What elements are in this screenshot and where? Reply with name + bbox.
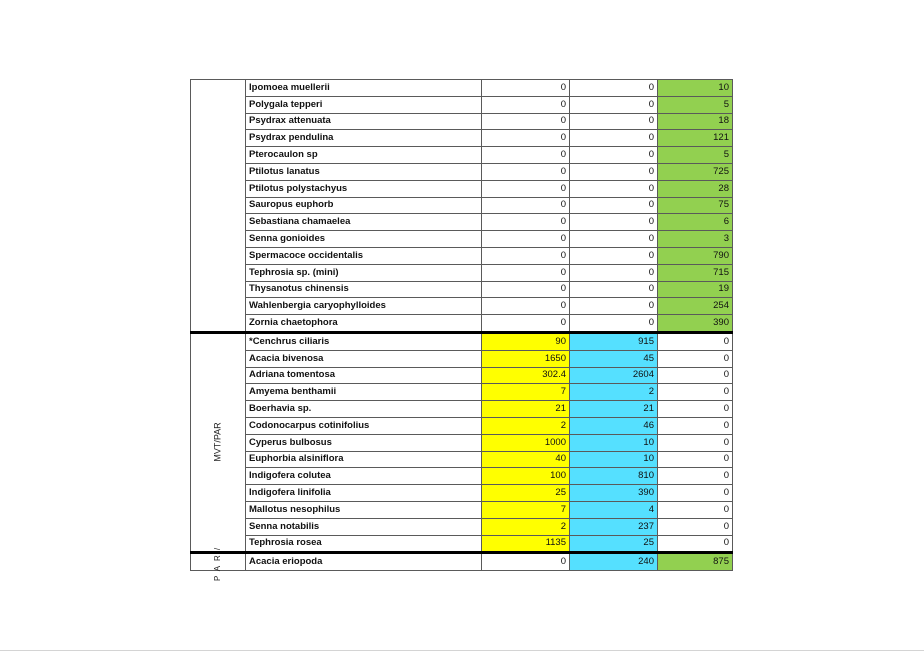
value-col-1: 7: [482, 384, 570, 401]
value-col-2: 0: [570, 264, 658, 281]
value-col-2: 0: [570, 80, 658, 97]
value-col-1: 0: [482, 281, 570, 298]
value-col-3: 28: [658, 180, 733, 197]
table-row: [191, 147, 733, 164]
table-row: [191, 468, 733, 485]
species-name: Mallotus nesophilus: [246, 501, 482, 518]
value-col-2: 810: [570, 468, 658, 485]
group-label-cell: [191, 332, 246, 552]
value-col-2: 46: [570, 417, 658, 434]
value-col-3: 5: [658, 96, 733, 113]
value-col-2: 2604: [570, 367, 658, 384]
species-name: Euphorbia alsiniflora: [246, 451, 482, 468]
value-col-1: 0: [482, 147, 570, 164]
species-name: Amyema benthamii: [246, 384, 482, 401]
species-name: Thysanotus chinensis: [246, 281, 482, 298]
value-col-2: 0: [570, 163, 658, 180]
value-col-1: 0: [482, 113, 570, 130]
table-row: [191, 350, 733, 367]
value-col-3: 0: [658, 350, 733, 367]
value-col-3: 6: [658, 214, 733, 231]
value-col-3: 390: [658, 315, 733, 333]
value-col-1: 0: [482, 264, 570, 281]
page-bottom-rule: [0, 650, 924, 651]
species-name: Boerhavia sp.: [246, 401, 482, 418]
table-row: [191, 451, 733, 468]
group-label-cell: [191, 80, 246, 333]
value-col-2: 0: [570, 113, 658, 130]
value-col-1: 0: [482, 298, 570, 315]
value-col-3: 254: [658, 298, 733, 315]
value-col-3: 875: [658, 553, 733, 571]
value-col-2: 21: [570, 401, 658, 418]
value-col-1: 0: [482, 130, 570, 147]
species-name: Adriana tomentosa: [246, 367, 482, 384]
species-name: Acacia eriopoda: [246, 553, 482, 571]
table-row: [191, 197, 733, 214]
value-col-3: 3: [658, 231, 733, 248]
group-label: PAR/: [212, 543, 222, 582]
value-col-2: 45: [570, 350, 658, 367]
group-label: MVT/PAR: [213, 422, 223, 462]
species-name: Tephrosia rosea: [246, 535, 482, 553]
value-col-3: 0: [658, 367, 733, 384]
value-col-3: 715: [658, 264, 733, 281]
species-name: Wahlenbergia caryophylloides: [246, 298, 482, 315]
table-row: [191, 401, 733, 418]
value-col-1: 1000: [482, 434, 570, 451]
species-name: Spermacoce occidentalis: [246, 247, 482, 264]
value-col-2: 0: [570, 180, 658, 197]
value-col-3: 5: [658, 147, 733, 164]
table-row: [191, 298, 733, 315]
value-col-2: 0: [570, 231, 658, 248]
table-row: [191, 281, 733, 298]
value-col-1: 7: [482, 501, 570, 518]
species-name: Polygala tepperi: [246, 96, 482, 113]
value-col-2: 0: [570, 247, 658, 264]
species-name: Codonocarpus cotinifolius: [246, 417, 482, 434]
value-col-1: 1650: [482, 350, 570, 367]
value-col-2: 0: [570, 214, 658, 231]
group-label-cell: [191, 543, 246, 582]
table-row: [191, 231, 733, 248]
table-row: [191, 384, 733, 401]
value-col-2: 0: [570, 147, 658, 164]
value-col-2: 25: [570, 535, 658, 553]
value-col-1: 90: [482, 332, 570, 350]
value-col-2: 237: [570, 518, 658, 535]
value-col-2: 0: [570, 315, 658, 333]
species-name: Ipomoea muellerii: [246, 80, 482, 97]
value-col-2: 10: [570, 451, 658, 468]
value-col-1: 0: [482, 214, 570, 231]
value-col-3: 75: [658, 197, 733, 214]
table-row: [191, 315, 733, 333]
value-col-3: 19: [658, 281, 733, 298]
value-col-3: 0: [658, 451, 733, 468]
table-row: [191, 96, 733, 113]
species-name: Indigofera colutea: [246, 468, 482, 485]
table-row: [191, 130, 733, 147]
species-name: Indigofera linifolia: [246, 485, 482, 502]
value-col-3: 0: [658, 332, 733, 350]
value-col-2: 240: [570, 553, 658, 571]
value-col-1: 1135: [482, 535, 570, 553]
value-col-1: 0: [482, 163, 570, 180]
value-col-3: 725: [658, 163, 733, 180]
value-col-1: 302.4: [482, 367, 570, 384]
table-row: [191, 535, 733, 553]
value-col-2: 915: [570, 332, 658, 350]
value-col-3: 18: [658, 113, 733, 130]
value-col-3: 0: [658, 535, 733, 553]
species-name: Psydrax pendulina: [246, 130, 482, 147]
value-col-3: 0: [658, 401, 733, 418]
species-name: *Cenchrus ciliaris: [246, 332, 482, 350]
species-name: Zornia chaetophora: [246, 315, 482, 333]
table-row: [191, 214, 733, 231]
value-col-3: 790: [658, 247, 733, 264]
table-row: [191, 417, 733, 434]
species-name: Tephrosia sp. (mini): [246, 264, 482, 281]
species-name: Sauropus euphorb: [246, 197, 482, 214]
value-col-2: 2: [570, 384, 658, 401]
value-col-2: 0: [570, 281, 658, 298]
table-row: [191, 434, 733, 451]
value-col-2: 4: [570, 501, 658, 518]
value-col-1: 0: [482, 315, 570, 333]
value-col-3: 0: [658, 384, 733, 401]
species-name: Ptilotus lanatus: [246, 163, 482, 180]
value-col-2: 10: [570, 434, 658, 451]
value-col-3: 0: [658, 434, 733, 451]
table-row: [191, 518, 733, 535]
species-name: Psydrax attenuata: [246, 113, 482, 130]
species-name: Senna notabilis: [246, 518, 482, 535]
value-col-1: 2: [482, 417, 570, 434]
value-col-1: 2: [482, 518, 570, 535]
table-row: [191, 113, 733, 130]
species-name: Ptilotus polystachyus: [246, 180, 482, 197]
value-col-2: 0: [570, 298, 658, 315]
value-col-1: 0: [482, 180, 570, 197]
species-name: Pterocaulon sp: [246, 147, 482, 164]
species-name: Senna gonioides: [246, 231, 482, 248]
value-col-3: 0: [658, 518, 733, 535]
table-row: [191, 553, 733, 571]
table-row: [191, 264, 733, 281]
table-row: [191, 367, 733, 384]
value-col-3: 0: [658, 501, 733, 518]
value-col-1: 0: [482, 197, 570, 214]
species-name: Cyperus bulbosus: [246, 434, 482, 451]
value-col-1: 0: [482, 247, 570, 264]
value-col-2: 0: [570, 96, 658, 113]
table-row: [191, 163, 733, 180]
value-col-1: 0: [482, 96, 570, 113]
value-col-3: 121: [658, 130, 733, 147]
value-col-1: 40: [482, 451, 570, 468]
value-col-3: 0: [658, 485, 733, 502]
table-row: [191, 180, 733, 197]
table-row: [191, 332, 733, 350]
table-row: [191, 247, 733, 264]
species-name: Acacia bivenosa: [246, 350, 482, 367]
value-col-2: 0: [570, 197, 658, 214]
value-col-1: 100: [482, 468, 570, 485]
table-row: [191, 501, 733, 518]
value-col-1: 0: [482, 553, 570, 571]
value-col-1: 0: [482, 231, 570, 248]
table-row: [191, 485, 733, 502]
value-col-3: 0: [658, 468, 733, 485]
species-name: Sebastiana chamaelea: [246, 214, 482, 231]
value-col-1: 25: [482, 485, 570, 502]
table-row: [191, 80, 733, 97]
value-col-3: 10: [658, 80, 733, 97]
value-col-3: 0: [658, 417, 733, 434]
value-col-2: 390: [570, 485, 658, 502]
species-table: [190, 79, 733, 582]
value-col-1: 21: [482, 401, 570, 418]
value-col-2: 0: [570, 130, 658, 147]
value-col-1: 0: [482, 80, 570, 97]
